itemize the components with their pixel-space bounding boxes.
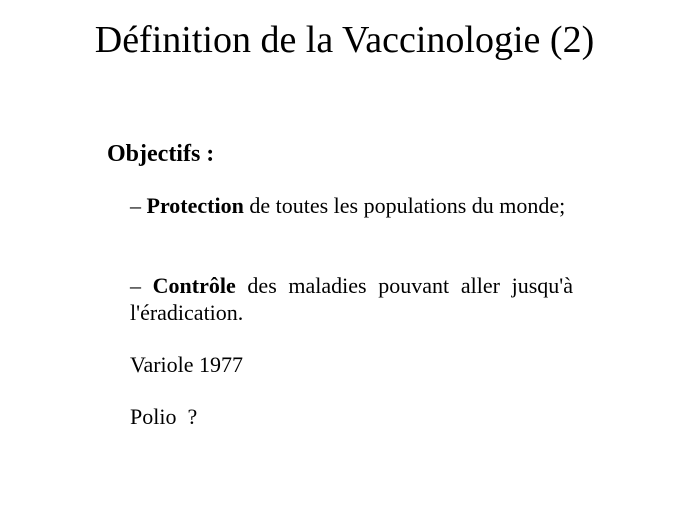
item-dash: – bbox=[130, 273, 153, 298]
note-polio: Polio ? bbox=[130, 404, 198, 429]
note-variole: Variole 1977 bbox=[130, 352, 244, 377]
objective-item-controle bbox=[130, 272, 573, 326]
item-keyword: Contrôle bbox=[152, 273, 236, 298]
item-text: de toutes les populations du monde; bbox=[243, 193, 566, 218]
objectives-heading: Objectifs : bbox=[107, 141, 215, 167]
slide-title: Définition de la Vaccinologie (2) bbox=[94, 19, 595, 61]
objective-item-protection bbox=[130, 192, 573, 219]
item-text: des maladies pouvant aller jusqu'à l'éradication. bbox=[130, 273, 573, 325]
item-keyword: Protection bbox=[146, 193, 244, 218]
item-dash: – bbox=[130, 193, 147, 218]
